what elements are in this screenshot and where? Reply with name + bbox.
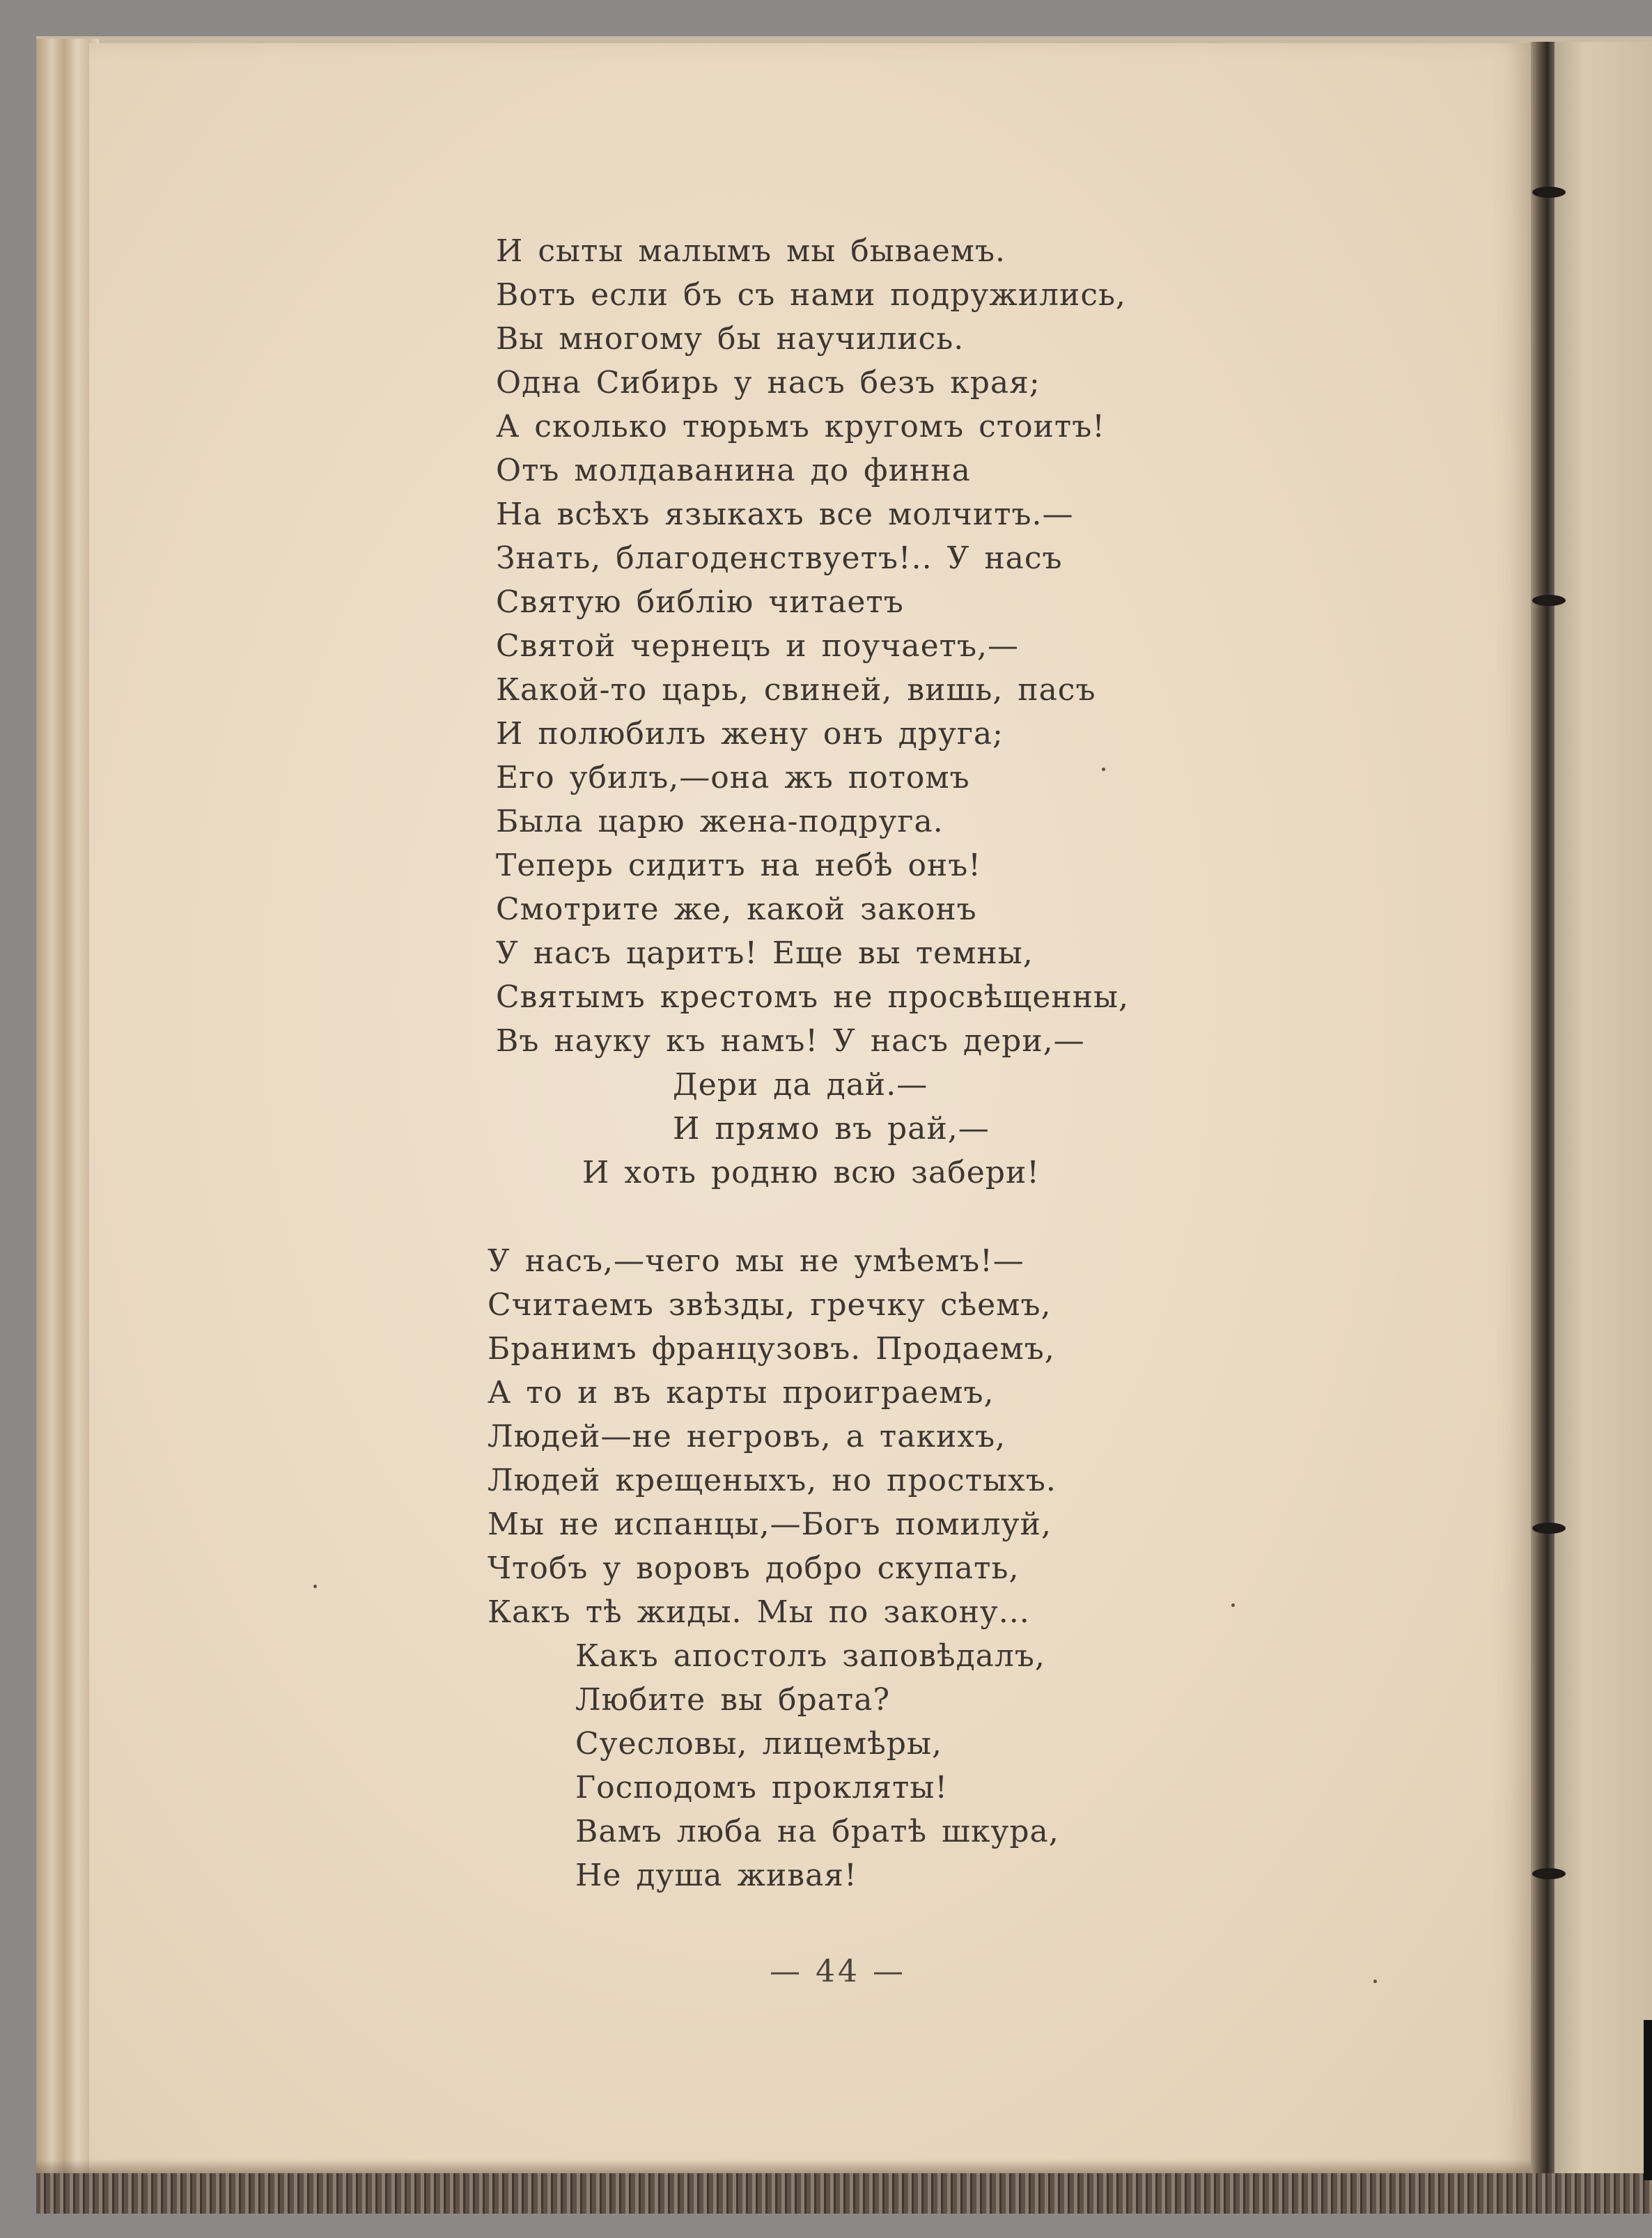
poem-line: А сколько тюрьмъ кругомъ стоитъ!	[496, 409, 1105, 444]
poem-line: Вы многому бы научились.	[496, 321, 965, 357]
poem-line: Его убилъ,—она жъ потомъ	[496, 760, 970, 795]
poem-line: Чтобъ у воровъ добро скупать,	[488, 1551, 1020, 1586]
poem-line: Была царю жена-подруга.	[496, 804, 944, 839]
refrain-line: Дери да дай.—	[673, 1067, 928, 1103]
poem-line: А то и въ карты проиграемъ,	[488, 1375, 995, 1411]
refrain-line: И хоть родню всю забери!	[582, 1155, 1040, 1190]
poem-line: Святую библію читаетъ	[496, 584, 904, 620]
poem-line: Какъ тѣ жиды. Мы по закону...	[488, 1594, 1030, 1630]
poem-line: Одна Сибирь у насъ безъ края;	[496, 365, 1041, 401]
poem-line: Мы не испанцы,—Богъ помилуй,	[488, 1507, 1052, 1542]
poem-line: Какъ апостолъ заповѣдалъ,	[575, 1638, 1045, 1674]
poem-line: Не душа живая!	[575, 1858, 857, 1893]
poem-line: Знать, благоденствуетъ!.. У насъ	[496, 541, 1063, 576]
page-number: — 44 —	[770, 1954, 906, 1989]
poem-line: Суесловы, лицемѣры,	[575, 1726, 942, 1762]
poem-line: Въ науку къ намъ! У насъ дери,—	[496, 1023, 1085, 1059]
poem-line: Господомъ прокляты!	[575, 1770, 949, 1805]
poem-line: Любите вы брата?	[575, 1682, 891, 1718]
poem-line: Людей—не негровъ, а такихъ,	[488, 1419, 1006, 1454]
refrain-line: И прямо въ рай,—	[673, 1111, 990, 1147]
poem-line: И полюбилъ жену онъ друга;	[496, 716, 1004, 752]
poem-line: Людей крещеныхъ, но простыхъ.	[488, 1463, 1057, 1498]
poem-line: На всѣхъ языкахъ все молчитъ.—	[496, 497, 1074, 532]
poem-line: Считаемъ звѣзды, гречку сѣемъ,	[488, 1287, 1052, 1323]
poem-line: У насъ царитъ! Еще вы темны,	[496, 935, 1034, 971]
poem-line: У насъ,—чего мы не умѣемъ!—	[488, 1243, 1024, 1279]
poem-line: Какой-то царь, свиней, вишь, пасъ	[496, 672, 1096, 708]
poem-line: Вотъ если бъ съ нами подружились,	[496, 277, 1126, 313]
poem-line: Бранимъ французовъ. Продаемъ,	[488, 1331, 1055, 1367]
poem-line: Святымъ крестомъ не просвѣщенны,	[496, 979, 1130, 1015]
poem-line: И сыты малымъ мы бываемъ.	[496, 233, 1006, 269]
poem-line: Святой чернецъ и поучаетъ,—	[496, 628, 1019, 664]
poem-line: Смотрите же, какой законъ	[496, 892, 977, 927]
poem-line: Отъ молдаванина до финна	[496, 453, 971, 488]
poem-line: Вамъ люба на братѣ шкура,	[575, 1814, 1059, 1849]
poem-line: Теперь сидитъ на небѣ онъ!	[496, 848, 981, 883]
